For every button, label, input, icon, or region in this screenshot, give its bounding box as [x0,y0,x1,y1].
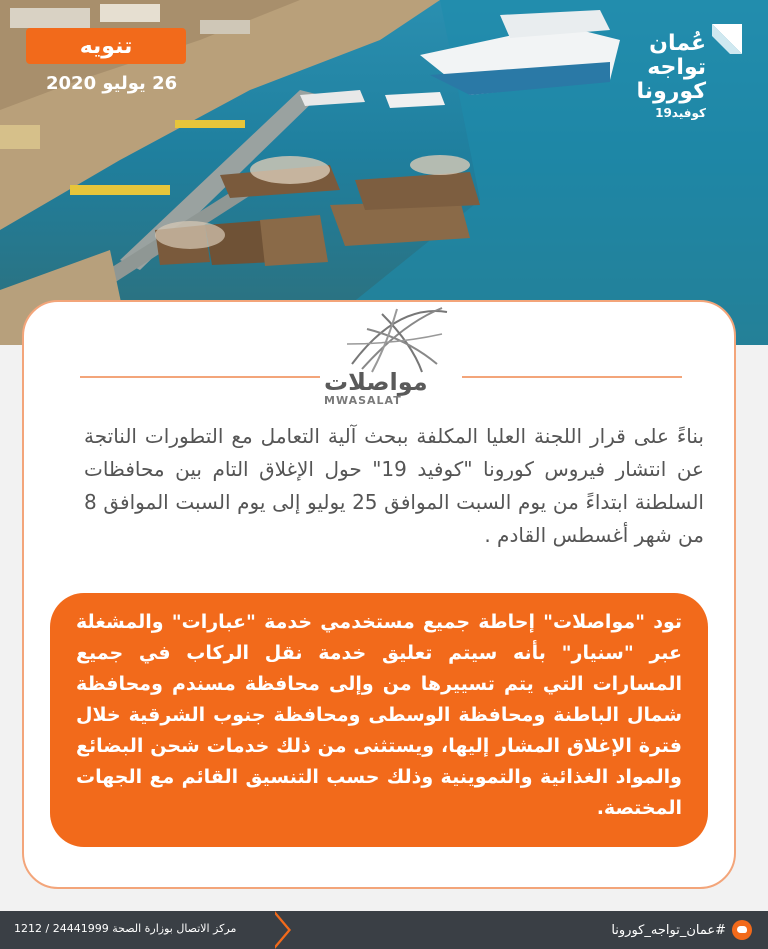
brand-line-1: عُمان [649,31,706,56]
hashtag-text: #عمان_تواجه_كورونا [611,922,726,938]
brand-line-2: تواجه [647,55,706,80]
twitter-icon [732,920,752,940]
logo-english-text: MWASALAT [324,394,402,407]
mwasalat-globe-icon [342,304,452,374]
logo-arabic-text: مواصلات [324,368,428,396]
divider-left [80,376,320,378]
notice-badge: تنويه [26,28,186,64]
brand-logo [586,14,746,124]
footer-bar [0,911,768,949]
hashtag-link[interactable] [611,920,752,940]
intro-paragraph: بناءً على قرار اللجنة العليا المكلفة ببحث آلية التعامل مع التطورات الناتجة عن انتشار فيروس كورونا "كوفيد 19" حول الإغلاق التام بين محافظات السلطنة ابتداءً من يوم السبت الموافق 25 يوليو إلى يوم السبت الموافق 8 من شهر أغسطس القادم . [84,424,704,547]
divider-right [462,376,682,378]
brand-line-3: كورونا [636,79,706,104]
harbor-photo [0,0,768,345]
mwasalat-logo [24,302,734,412]
brand-arrow-icon [708,20,746,58]
footer-chevron-inner [272,911,288,949]
brand-line-4: كوفيد19 [655,106,706,120]
highlight-paragraph: تود "مواصلات" إحاطة جميع مستخدمي خدمة "عبارات" والمشغلة عبر "سنيار" بأنه سيتم تعليق خدمة نقل الركاب في جميع المسارات التي يتم تسييرها من وإلى محافظة مسندم ومحافظة شمال الباطنة ومحافظة الوسطى ومحافظة جنوب الشرقية خلال فترة الإغلاق المشار إليها، ويستثنى من ذلك خدمات شحن البضائع والمواد الغذائية والتموينية وذلك حسب التنسيق القائم مع الجهات المختصة. [76,611,682,819]
hotline-text: مركز الاتصال بوزارة الصحة 24441999 / 1212 [14,922,237,935]
announcement-card [22,300,736,889]
date-label: 26 يوليو 2020 [46,73,178,94]
highlight-box [50,593,708,847]
